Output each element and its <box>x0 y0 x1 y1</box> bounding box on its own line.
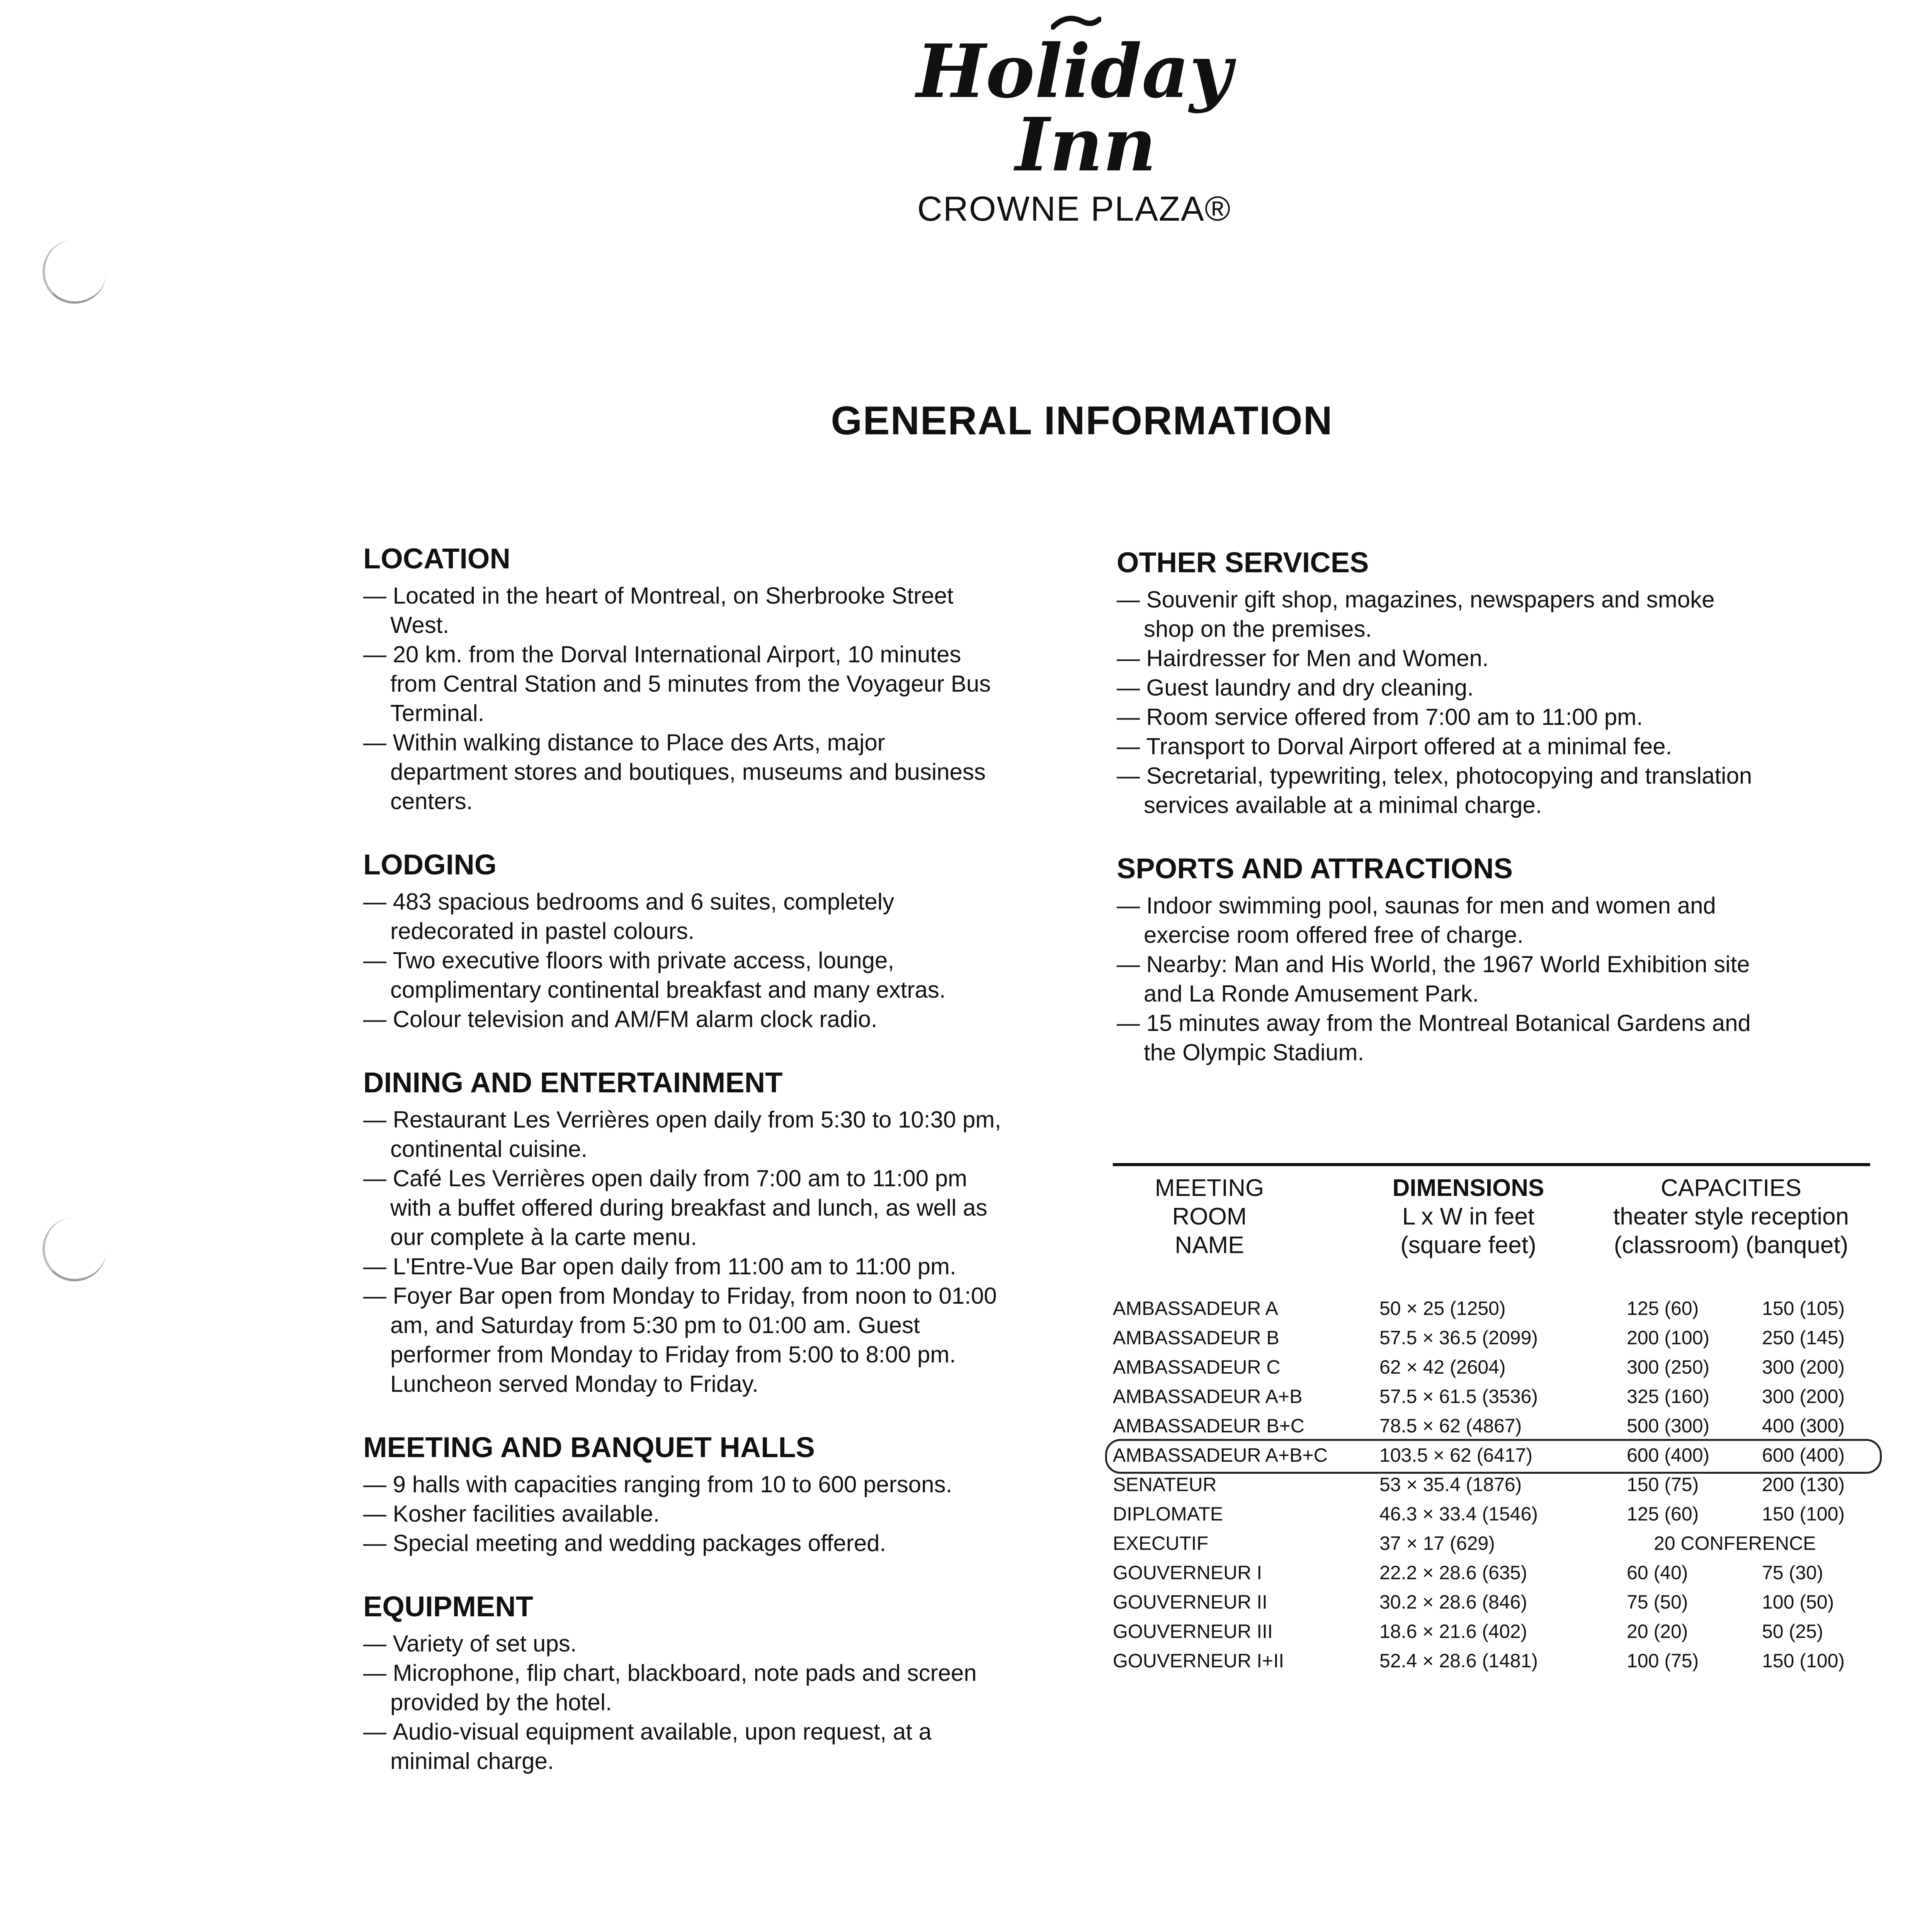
cell-dims: 103.5 × 62 (6417) <box>1379 1444 1533 1466</box>
cell-name: AMBASSADEUR C <box>1113 1356 1281 1378</box>
cell-dims: 37 × 17 (629) <box>1379 1532 1495 1554</box>
table-row <box>1113 1529 1870 1558</box>
table-row <box>1113 1470 1870 1499</box>
cell-dims: 52.4 × 28.6 (1481) <box>1379 1650 1538 1672</box>
list-item: — Nearby: Man and His World, the 1967 World Exhibition site and La Ronde Amusement Park. <box>1117 950 1758 1009</box>
list-item: — Two executive floors with private access, lounge, complimentary continental breakfast and many extras. <box>363 946 1005 1005</box>
section-item-list <box>363 1105 1005 1399</box>
table-body <box>1113 1294 1870 1675</box>
cell-theater: 20 CONFERENCE <box>1654 1532 1816 1554</box>
section-heading: OTHER SERVICES <box>1117 546 1369 578</box>
cell-name: AMBASSADEUR A+B <box>1113 1386 1303 1407</box>
binder-hole-top <box>43 240 107 304</box>
table-row <box>1113 1352 1870 1382</box>
cell-name: AMBASSADEUR A+B+C <box>1113 1444 1328 1466</box>
list-item: — Hairdresser for Men and Women. <box>1117 644 1758 673</box>
section-equipment <box>363 1589 1005 1776</box>
cell-dims: 57.5 × 36.5 (2099) <box>1379 1327 1538 1349</box>
section-meeting-and-banquet-halls <box>363 1430 1005 1558</box>
logo-script <box>900 28 1248 188</box>
cell-dims: 53 × 35.4 (1876) <box>1379 1474 1522 1495</box>
header-room-l1: MEETING <box>1155 1175 1264 1201</box>
header-room-l3: NAME <box>1175 1232 1244 1259</box>
cell-name: GOUVERNEUR I+II <box>1113 1650 1284 1672</box>
section-item-list <box>1117 891 1758 1067</box>
header-cap-l1: CAPACITIES <box>1660 1175 1802 1201</box>
cell-theater: 20 (20) <box>1627 1621 1688 1642</box>
cell-theater: 600 (400) <box>1627 1444 1710 1466</box>
cell-reception: 400 (300) <box>1762 1415 1845 1437</box>
list-item: — Foyer Bar open from Monday to Friday, from noon to 01:00 am, and Saturday from 5:30 pm to 01:00 am. Guest performer from Monday to Friday from 5:00 to 8:00 pm. Luncheon served Monday to Friday. <box>363 1281 1005 1399</box>
cell-theater: 75 (50) <box>1627 1591 1688 1613</box>
right-column <box>1117 545 1758 1098</box>
list-item: — Variety of set ups. <box>363 1629 1005 1658</box>
header-dim-l2: L x W in feet <box>1402 1203 1535 1230</box>
section-item-list <box>363 887 1005 1034</box>
cell-reception: 75 (30) <box>1762 1562 1823 1583</box>
meeting-room-table <box>1113 1163 1870 1675</box>
section-lodging <box>363 847 1005 1034</box>
left-column <box>363 541 1005 1807</box>
cell-name: GOUVERNEUR I <box>1113 1562 1262 1583</box>
list-item: — 15 minutes away from the Montreal Botanical Gardens and the Olympic Stadium. <box>1117 1009 1758 1067</box>
table-row <box>1113 1323 1870 1352</box>
binder-hole-middle <box>43 1217 107 1281</box>
section-heading: EQUIPMENT <box>363 1590 533 1622</box>
header-dim-l1: DIMENSIONS <box>1392 1175 1544 1201</box>
cell-theater: 100 (75) <box>1627 1650 1699 1672</box>
section-heading: LODGING <box>363 849 497 881</box>
section-item-list <box>363 581 1005 816</box>
section-item-list <box>363 1629 1005 1776</box>
cell-theater: 325 (160) <box>1627 1386 1710 1407</box>
cell-name: AMBASSADEUR A <box>1113 1298 1278 1319</box>
cell-dims: 78.5 × 62 (4867) <box>1379 1415 1522 1437</box>
cell-theater: 300 (250) <box>1627 1356 1710 1378</box>
section-sports-and-attractions <box>1117 851 1758 1067</box>
section-heading: MEETING AND BANQUET HALLS <box>363 1431 815 1463</box>
section-heading: SPORTS AND ATTRACTIONS <box>1117 852 1513 884</box>
section-heading: LOCATION <box>363 543 510 575</box>
list-item: — Colour television and AM/FM alarm clock radio. <box>363 1005 1005 1034</box>
cell-theater: 125 (60) <box>1627 1503 1699 1525</box>
cell-reception: 150 (100) <box>1762 1650 1845 1672</box>
section-other-services <box>1117 545 1758 820</box>
table-row <box>1113 1382 1870 1411</box>
table-row <box>1113 1617 1870 1646</box>
cell-name: AMBASSADEUR B+C <box>1113 1415 1304 1437</box>
cell-theater: 500 (300) <box>1627 1415 1710 1437</box>
section-heading: DINING AND ENTERTAINMENT <box>363 1066 783 1099</box>
header-cap-l2: theater style reception <box>1613 1203 1849 1230</box>
table-row <box>1113 1499 1870 1529</box>
cell-reception: 200 (130) <box>1762 1474 1845 1495</box>
list-item: — Microphone, flip chart, blackboard, note pads and screen provided by the hotel. <box>363 1658 1005 1717</box>
header-room-name <box>1113 1174 1306 1260</box>
table-row <box>1113 1587 1870 1617</box>
cell-dims: 30.2 × 28.6 (846) <box>1379 1591 1527 1613</box>
cell-theater: 125 (60) <box>1627 1298 1699 1319</box>
cell-name: DIPLOMATE <box>1113 1503 1223 1525</box>
list-item: — 20 km. from the Dorval International Airport, 10 minutes from Central Station and 5 minutes from the Voyageur Bus Terminal. <box>363 640 1005 728</box>
list-item: — Secretarial, typewriting, telex, photocopying and translation services available at a minimal charge. <box>1117 761 1758 820</box>
cell-reception: 300 (200) <box>1762 1386 1845 1407</box>
header-cap-l3: (classroom) (banquet) <box>1614 1232 1849 1259</box>
cell-reception: 300 (200) <box>1762 1356 1845 1378</box>
logo-line-inn: Inn <box>1015 102 1156 188</box>
table-row <box>1113 1411 1870 1440</box>
cell-reception: 100 (50) <box>1762 1591 1834 1613</box>
table-row <box>1113 1558 1870 1587</box>
cell-reception: 150 (105) <box>1762 1298 1845 1319</box>
list-item: — Special meeting and wedding packages offered. <box>363 1529 1005 1558</box>
logo-brand: CROWNE PLAZA® <box>917 190 1231 228</box>
header-capacities <box>1592 1174 1870 1260</box>
page-title: GENERAL INFORMATION <box>831 398 1333 443</box>
table-row <box>1113 1294 1870 1323</box>
list-item: — Café Les Verrières open daily from 7:00 am to 11:00 pm with a buffet offered during breakfast and lunch, as well as our complete à la carte menu. <box>363 1164 1005 1252</box>
header-dimensions <box>1360 1174 1577 1260</box>
section-item-list <box>363 1470 1005 1558</box>
section-location <box>363 541 1005 816</box>
cell-reception: 150 (100) <box>1762 1503 1845 1525</box>
cell-name: EXECUTIF <box>1113 1532 1209 1554</box>
list-item: — Souvenir gift shop, magazines, newspapers and smoke shop on the premises. <box>1117 585 1758 644</box>
cell-name: SENATEUR <box>1113 1474 1217 1495</box>
table-row <box>1113 1646 1870 1675</box>
list-item: — Guest laundry and dry cleaning. <box>1117 673 1758 702</box>
section-item-list <box>1117 585 1758 820</box>
logo-line-holiday: Holiday <box>916 28 1232 114</box>
section-dining-and-entertainment <box>363 1065 1005 1399</box>
header-room-l2: ROOM <box>1172 1203 1247 1230</box>
list-item: — L'Entre-Vue Bar open daily from 11:00 am to 11:00 pm. <box>363 1252 1005 1281</box>
cell-dims: 57.5 × 61.5 (3536) <box>1379 1386 1538 1407</box>
header-dim-l3: (square feet) <box>1400 1232 1536 1259</box>
cell-reception: 600 (400) <box>1762 1444 1845 1466</box>
cell-name: GOUVERNEUR II <box>1113 1591 1268 1613</box>
cell-dims: 62 × 42 (2604) <box>1379 1356 1506 1378</box>
list-item: — Within walking distance to Place des Arts, major department stores and boutiques, museums and business centers. <box>363 728 1005 816</box>
table-row <box>1113 1440 1870 1470</box>
list-item: — Transport to Dorval Airport offered at a minimal fee. <box>1117 732 1758 761</box>
cell-dims: 18.6 × 21.6 (402) <box>1379 1621 1527 1642</box>
cell-theater: 150 (75) <box>1627 1474 1699 1495</box>
list-item: — Audio-visual equipment available, upon request, at a minimal charge. <box>363 1717 1005 1776</box>
list-item: — Room service offered from 7:00 am to 11:00 pm. <box>1117 702 1758 732</box>
list-item: — 9 halls with capacities ranging from 10 to 600 persons. <box>363 1470 1005 1499</box>
cell-dims: 50 × 25 (1250) <box>1379 1298 1506 1319</box>
cell-reception: 50 (25) <box>1762 1621 1823 1642</box>
list-item: — Located in the heart of Montreal, on Sherbrooke Street West. <box>363 581 1005 640</box>
cell-name: AMBASSADEUR B <box>1113 1327 1279 1349</box>
cell-dims: 22.2 × 28.6 (635) <box>1379 1562 1527 1583</box>
list-item: — Indoor swimming pool, saunas for men and women and exercise room offered free of charge. <box>1117 891 1758 950</box>
cell-dims: 46.3 × 33.4 (1546) <box>1379 1503 1538 1525</box>
cell-reception: 250 (145) <box>1762 1327 1845 1349</box>
cell-theater: 200 (100) <box>1627 1327 1710 1349</box>
cell-theater: 60 (40) <box>1627 1562 1688 1583</box>
list-item: — Kosher facilities available. <box>363 1499 1005 1529</box>
list-item: — 483 spacious bedrooms and 6 suites, completely redecorated in pastel colours. <box>363 887 1005 946</box>
cell-name: GOUVERNEUR III <box>1113 1621 1273 1642</box>
list-item: — Restaurant Les Verrières open daily from 5:30 to 10:30 pm, continental cuisine. <box>363 1105 1005 1164</box>
table-header <box>1113 1166 1870 1294</box>
